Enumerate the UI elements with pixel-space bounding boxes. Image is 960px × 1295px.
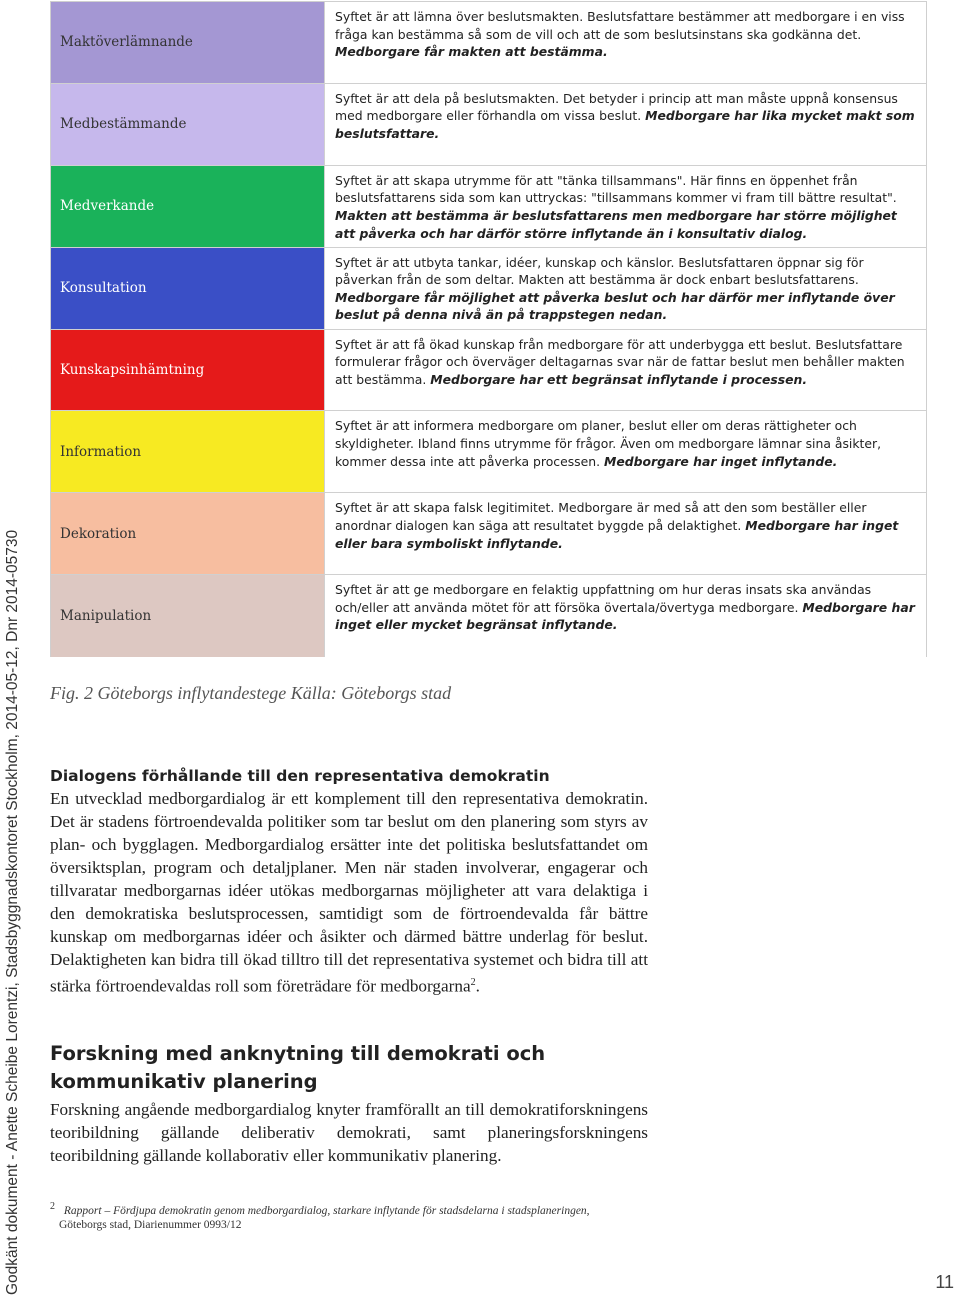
figure-caption: Fig. 2 Göteborgs inflytandestege Källa: Göteborgs stad — [50, 683, 452, 703]
rung-description — [324, 330, 926, 411]
rung-label: Information — [51, 411, 324, 492]
rung-purpose: Syftet är att utbyta tankar, idéer, kunskap och känslor. Beslutsfattaren öppnar sig för påverkan från de som deltar. Makten att bestämma är dock enbart beslutsfattarens. — [335, 254, 864, 288]
rung-purpose: Syftet är att skapa utrymme för att "tänka tillsammans". Här finns en öppenhet från beslutsfattarens sida som kan uttryckas: "tillsammans kommer vi fram till bättre resultat". — [335, 172, 897, 206]
rung-description — [324, 493, 926, 574]
rung-description — [324, 84, 926, 165]
rung-label: Konsultation — [51, 248, 324, 329]
ladder-rung — [51, 411, 926, 493]
rung-purpose: Syftet är att dela på beslutsmakten. Det betyder i princip att man måste uppnå konsensus med medborgare eller förhandla om vissa beslut. — [335, 90, 898, 124]
rung-purpose: Syftet är att ge medborgare en felaktig uppfattning om hur deras insats ska användas och/eller att använda mötet för att försöka övertala/övertyga medborgare. — [335, 582, 872, 615]
rung-influence: Medborgare har lika mycket makt som beslutsfattare. — [335, 108, 915, 142]
rung-label: Kunskapsinhämtning — [51, 330, 324, 411]
ladder-rung — [51, 248, 926, 330]
participation-ladder — [50, 1, 927, 657]
section-heading: Forskning med anknytning till demokrati och kommunikativ planering — [50, 1042, 546, 1093]
rung-description — [324, 575, 926, 657]
rung-purpose: Syftet är att lämna över beslutsmakten. Beslutsfattare bestämmer att medborgare i en viss fråga kan bestämma så som de vill och att de som beslutsinstans ska godkänna det. — [335, 9, 905, 42]
ladder-rung — [51, 166, 926, 248]
rung-label: Medverkande — [51, 166, 324, 247]
rung-label: Manipulation — [51, 575, 324, 657]
rung-influence: Medborgare har inget eller bara symboliskt inflytande. — [335, 517, 899, 551]
rung-description — [324, 248, 926, 329]
rung-description — [324, 2, 926, 83]
rung-influence: Medborgare har inget eller mycket begränsat inflytande. — [335, 599, 915, 633]
rung-label: Dekoration — [51, 493, 324, 574]
rung-purpose: Syftet är att skapa falsk legitimitet. Medborgare är med så att den som beställer eller anordnar dialogen kan säga att resultatet byggde på delaktighet. — [335, 500, 867, 533]
section-heading: Dialogens förhållande till den representativa demokratin — [50, 767, 550, 785]
section-representative-democracy — [50, 765, 648, 998]
ladder-rung — [51, 493, 926, 575]
rung-label: Maktöverlämnande — [51, 2, 324, 83]
rung-influence: Medborgare får möjlighet att påverka beslut och har därför mer inflytande över beslut på denna nivå än på trappstegen nedan. — [335, 289, 895, 323]
footnote-source: Göteborgs stad, Diarienummer 0993/12 — [59, 1218, 242, 1231]
section-paragraph: En utvecklad medborgardialog är ett komplement till den representativa demokratin. Det är stadens förtroendevalda politiker som tar beslut om den planering som styrs av plan- och bygglagen. Medborgardialog ersätter inte det politiska beslutsfattandet om översiktsplan, program och detaljplaner. Men när staden involverar, engagerar och tillvaratar medborgarnas idéer utökas medborgarnas möjligheter att vara delaktiga i den demokratiska beslutsprocessen, samtidigt som de förtroendevalda får bättre kunskap om medborgarnas idéer och åsikter och därmed bättre underlag för beslut. Delaktigheten kan bidra till ökad tilltro till det representativa systemet och bidra till att stärka förtroendevaldas roll som företrädare för medborgarna$^2$. — [50, 789, 648, 996]
rung-description — [324, 166, 926, 247]
rung-influence: Medborgare har ett begränsat inflytande i processen. — [430, 371, 808, 387]
ladder-rung — [51, 2, 926, 84]
rung-influence: Makten att bestämma är beslutsfattarens men medborgare har större möjlighet att påverka och har därför större inflytande än i konsultativ dialog. — [335, 207, 897, 241]
footnote-number: 2 — [50, 1201, 55, 1212]
footnote-ref: 2 — [470, 977, 476, 988]
rung-description — [324, 411, 926, 492]
rung-purpose: Syftet är att få ökad kunskap från medborgare för att underbygga ett beslut. Beslutsfattare formulerar frågor och överväger deltagarnas svar när de fattar beslut men behåller makten att bestämma. — [335, 336, 905, 387]
footnote-title: Rapport – Fördjupa demokratin genom medborgardialog, starkare inflytande för stadsdelarna i stadsplaneringen, — [63, 1204, 590, 1217]
rung-influence: Medborgare har inget inflytande. — [603, 453, 838, 469]
ladder-rung — [51, 330, 926, 412]
section-research — [50, 1040, 648, 1167]
rung-influence: Medborgare får makten att bestämma. — [335, 44, 608, 60]
approval-stamp-text: Godkänt dokument - Anette Scheibe Lorentzi, Stadsbyggnadskontoret Stockholm, 2014-05-12, Dnr 2014-05730 — [4, 529, 21, 1295]
ladder-rung — [51, 84, 926, 166]
footnote — [50, 1200, 670, 1232]
rung-label: Medbestämmande — [51, 84, 324, 165]
section-paragraph: Forskning angående medborgardialog knyter framförallt an till demokratiforskningens teoribildning gällande deliberativ demokrati, samt planeringsforskningens teoribildning gällande kollaborativ eller kommunikativ planering. — [50, 1100, 648, 1165]
page-number: 11 — [935, 1272, 954, 1292]
rung-purpose: Syftet är att informera medborgare om planer, beslut eller om deras rättigheter och skyldigheter. Ibland finns utrymme för frågor. Även om medborgare lämnar sina åsikter, kommer dessa inte att påverka processen. — [335, 418, 882, 469]
ladder-rung — [51, 575, 926, 657]
